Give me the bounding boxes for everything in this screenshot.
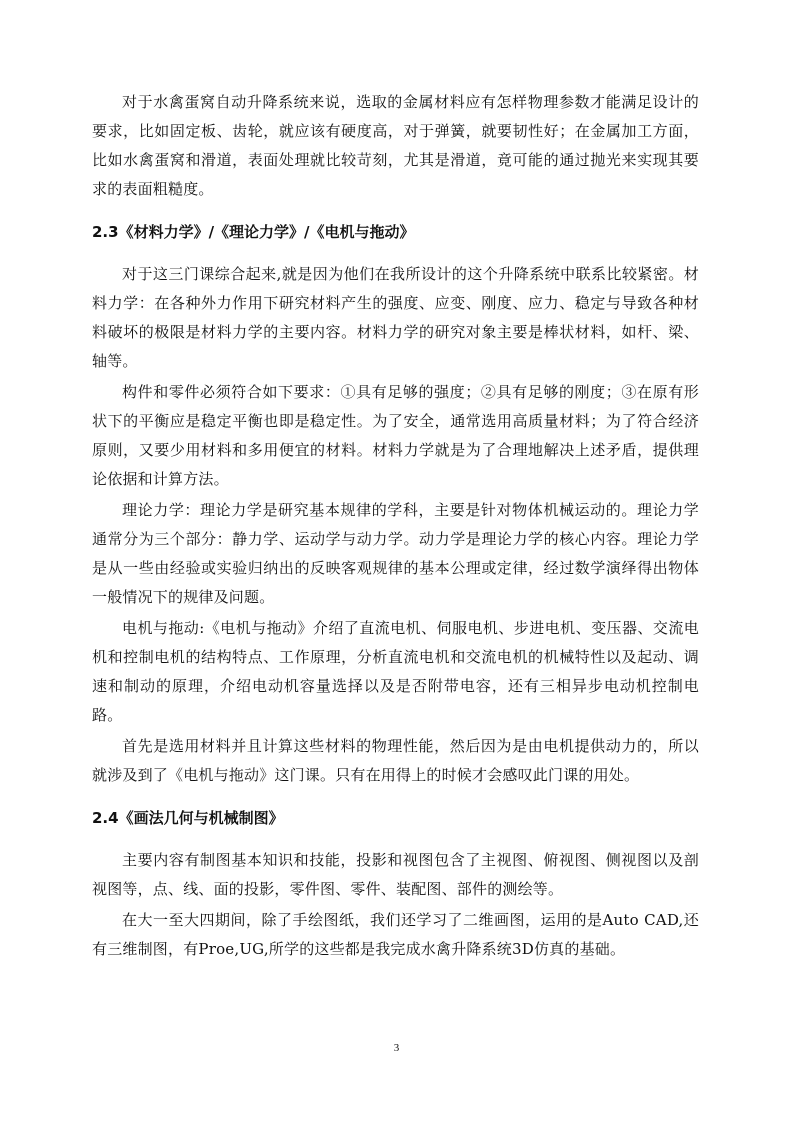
paragraph: 电机与拖动:《电机与拖动》介绍了直流电机、伺服电机、步进电机、变压器、交流电机和控制电机的结构特点、工作原理，分析直流电机和交流电机的机械特性以及起动、调速和制动的原理，介绍电动机容量选择以及是否附带电容，还有三相异步电动机控制电路。: [92, 619, 699, 724]
section-heading-2-3: 2.3《材料力学》/《理论力学》/《电机与拖动》: [92, 223, 415, 241]
paragraph: 在大一至大四期间，除了手绘图纸，我们还学习了二维画图，运用的是Auto CAD,还有三维制图，有Proe,UG,所学的这些都是我完成水禽升降系统3D仿真的基础。: [92, 911, 699, 958]
paragraph: 对于水禽蛋窝自动升降系统来说，选取的金属材料应有怎样物理参数才能满足设计的要求，比如固定板、齿轮，就应该有硬度高，对于弹簧，就要韧性好；在金属加工方面，比如水禽蛋窝和滑道，表面处理就比较苛刻，尤其是滑道，竟可能的通过抛光来实现其要求的表面粗糙度。: [92, 93, 699, 198]
paragraph: 首先是选用材料并且计算这些材料的物理性能，然后因为是由电机提供动力的，所以就涉及到了《电机与拖动》这门课。只有在用得上的时候才会感叹此门课的用处。: [92, 737, 699, 784]
paragraph: 对于这三门课综合起来,就是因为他们在我所设计的这个升降系统中联系比较紧密。材料力学：在各种外力作用下研究材料产生的强度、应变、刚度、应力、稳定与导致各种材料破坏的极限是材料力学的主要内容。材料力学的研究对象主要是棒状材料，如杆、梁、轴等。: [92, 265, 699, 370]
section-heading-2-4: 2.4《画法几何与机械制图》: [92, 809, 284, 827]
paragraph: 主要内容有制图基本知识和技能，投影和视图包含了主视图、俯视图、侧视图以及剖视图等，点、线、面的投影，零件图、零件、装配图、部件的测绘等。: [92, 851, 699, 898]
page-number: 3: [393, 1042, 400, 1054]
paragraph: 理论力学：理论力学是研究基本规律的学科，主要是针对物体机械运动的。理论力学通常分为三个部分：静力学、运动学与动力学。动力学是理论力学的核心内容。理论力学是从一些由经验或实验归纳出的反映客观规律的基本公理或定律，经过数学演绎得出物体一般情况下的规律及问题。: [92, 501, 699, 606]
page-content: [92, 88, 699, 966]
paragraph: 构件和零件必须符合如下要求：①具有足够的强度；②具有足够的刚度；③在原有形状下的平衡应是稳定平衡也即是稳定性。为了安全，通常选用高质量材料；为了符合经济原则，又要少用材料和多用便宜的材料。材料力学就是为了合理地解决上述矛盾，提供理论依据和计算方法。: [92, 383, 699, 488]
